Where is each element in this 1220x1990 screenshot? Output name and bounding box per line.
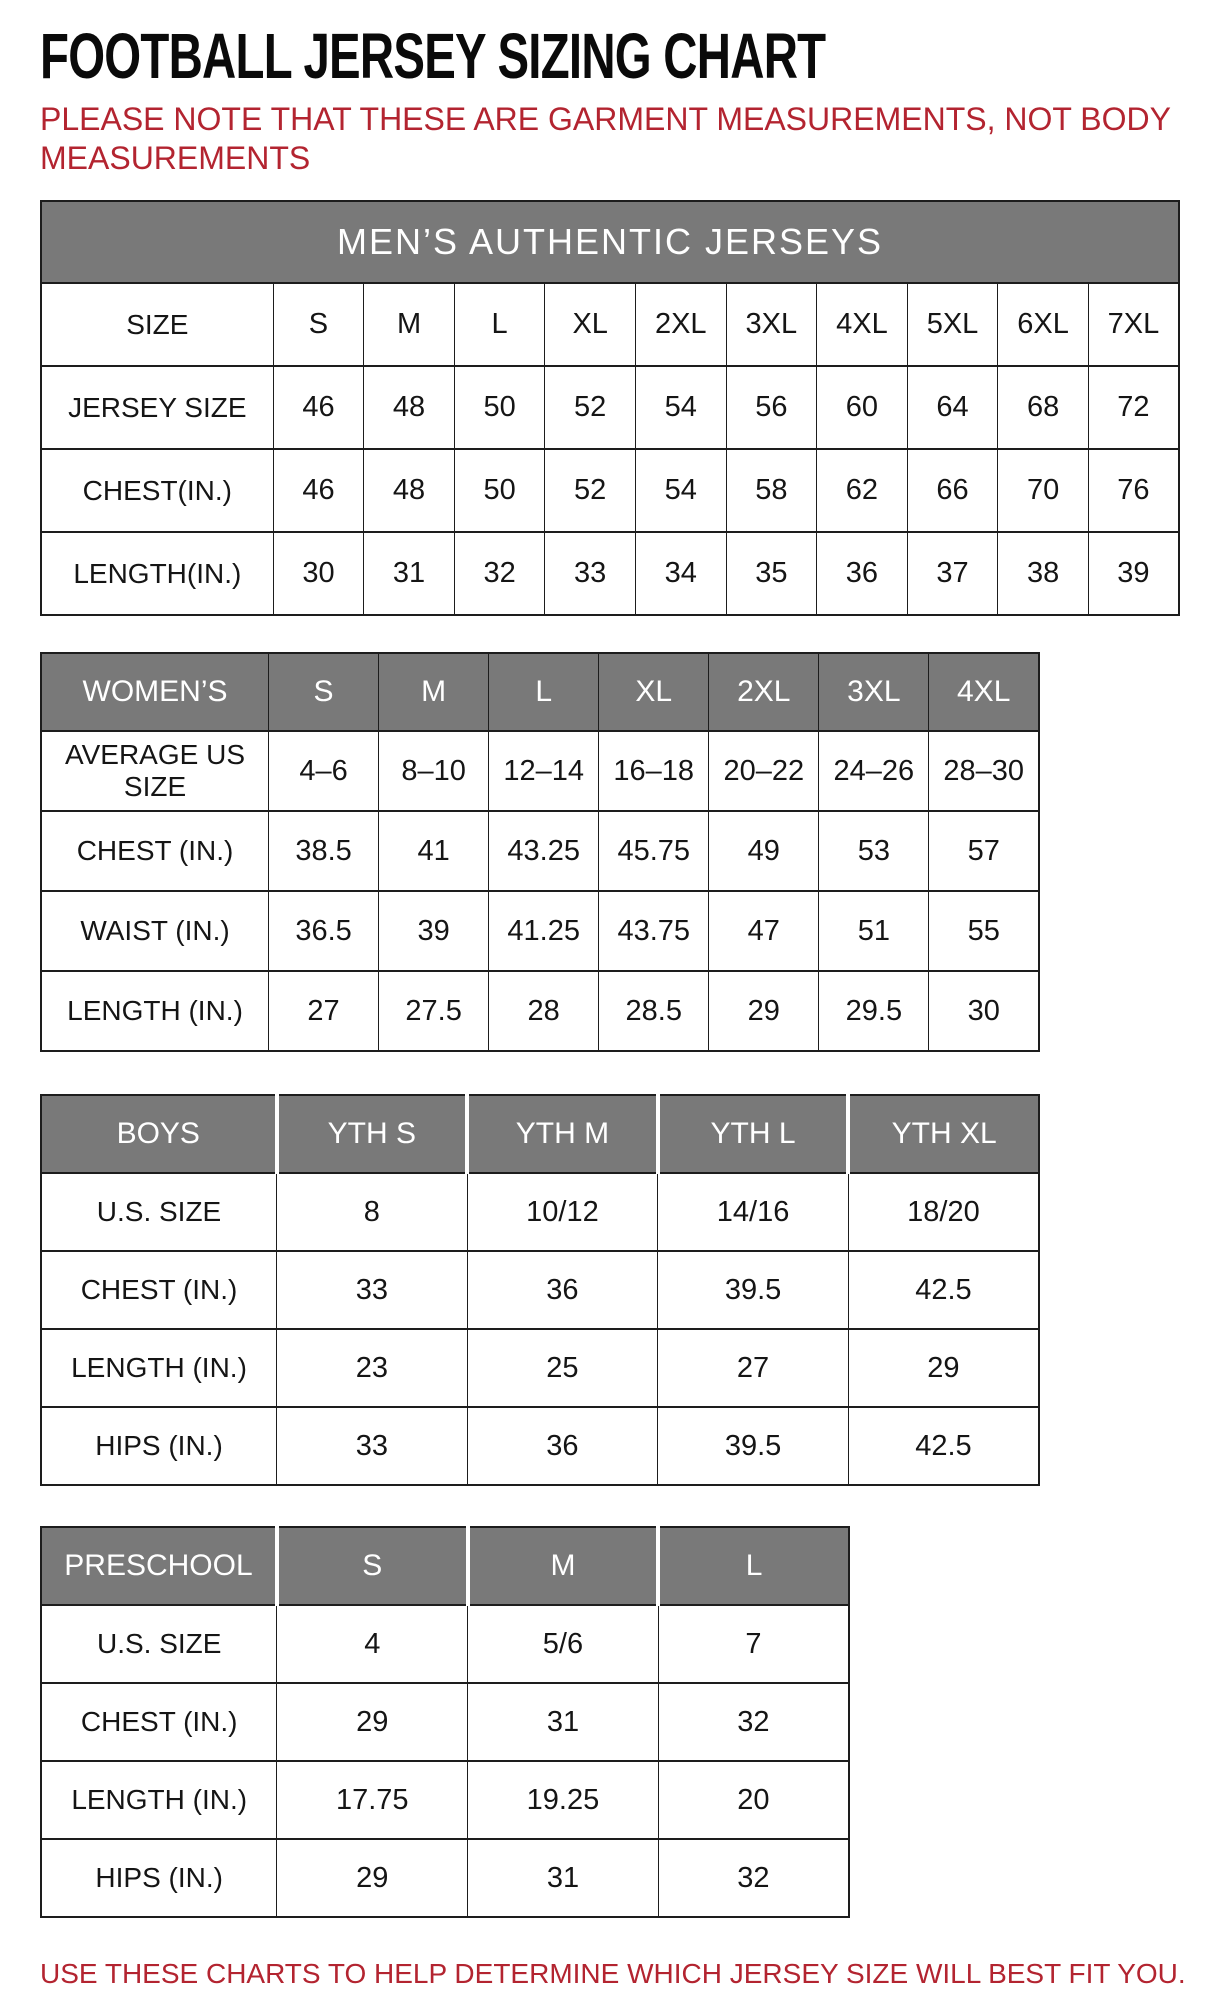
table-cell: 54	[635, 449, 726, 532]
table-cell: 42.5	[848, 1407, 1039, 1485]
row-label: LENGTH (IN.)	[41, 1761, 277, 1839]
table-row	[41, 1407, 1039, 1485]
table-cell: 27	[269, 971, 379, 1051]
column-header: 2XL	[709, 653, 819, 731]
table-title-cell: PRESCHOOL	[41, 1527, 277, 1605]
table-cell: 28	[489, 971, 599, 1051]
row-label: AVERAGE US SIZE	[41, 731, 269, 811]
column-header: S	[277, 1527, 468, 1605]
table-cell: 58	[726, 449, 817, 532]
row-label: JERSEY SIZE	[41, 366, 273, 449]
table-cell: 37	[907, 532, 998, 615]
table-cell: M	[364, 283, 455, 366]
table-cell: 30	[929, 971, 1039, 1051]
table-cell: 31	[364, 532, 455, 615]
note-line: PLEASE NOTE THAT THESE ARE GARMENT MEASUREMENTS, NOT BODY	[40, 101, 1171, 137]
table-cell: 35	[726, 532, 817, 615]
column-header: YTH XL	[848, 1095, 1039, 1173]
row-label: SIZE	[41, 283, 273, 366]
table-row	[41, 1683, 849, 1761]
table-cell: 32	[658, 1839, 849, 1917]
table-cell: 20	[658, 1761, 849, 1839]
table-cell: 24–26	[819, 731, 929, 811]
table-cell: 3XL	[726, 283, 817, 366]
table-cell: 5/6	[468, 1605, 659, 1683]
row-label: HIPS (IN.)	[41, 1839, 277, 1917]
table-row	[41, 532, 1179, 615]
row-label: WAIST (IN.)	[41, 891, 269, 971]
table-cell: 76	[1088, 449, 1179, 532]
table-cell: 7XL	[1088, 283, 1179, 366]
table-row	[41, 891, 1039, 971]
table-cell: 33	[277, 1251, 468, 1329]
column-header: M	[468, 1527, 659, 1605]
column-header: L	[658, 1527, 849, 1605]
table-cell: 52	[545, 449, 636, 532]
table-cell: XL	[545, 283, 636, 366]
row-label: CHEST (IN.)	[41, 1683, 277, 1761]
table-cell: 68	[998, 366, 1089, 449]
table-cell: 48	[364, 449, 455, 532]
row-label: CHEST (IN.)	[41, 1251, 277, 1329]
table-cell: 4–6	[269, 731, 379, 811]
table-cell: 48	[364, 366, 455, 449]
table-cell: 39.5	[658, 1407, 849, 1485]
table-cell: 64	[907, 366, 998, 449]
table-row	[41, 449, 1179, 532]
table-cell: 33	[277, 1407, 468, 1485]
table-cell: 29	[277, 1683, 468, 1761]
table-cell: 46	[273, 449, 364, 532]
table-cell: 4XL	[817, 283, 908, 366]
table-cell: 18/20	[848, 1173, 1039, 1251]
garment-measurements-note	[40, 100, 1182, 178]
table-cell: 36	[817, 532, 908, 615]
table-cell: 31	[468, 1683, 659, 1761]
row-label: LENGTH (IN.)	[41, 1329, 277, 1407]
table-cell: 55	[929, 891, 1039, 971]
table-cell: 46	[273, 366, 364, 449]
table-cell: 50	[454, 366, 545, 449]
table-cell: 25	[467, 1329, 658, 1407]
table-cell: 8–10	[379, 731, 489, 811]
table-row	[41, 283, 1179, 366]
row-label: U.S. SIZE	[41, 1605, 277, 1683]
mens-authentic-jerseys-table	[40, 200, 1180, 616]
womens-jerseys-table	[40, 652, 1040, 1052]
table-cell: L	[454, 283, 545, 366]
table-cell: 27	[658, 1329, 849, 1407]
table-cell: 32	[454, 532, 545, 615]
row-label: LENGTH(IN.)	[41, 532, 273, 615]
column-header: YTH S	[277, 1095, 468, 1173]
table-cell: 20–22	[709, 731, 819, 811]
table-row	[41, 971, 1039, 1051]
table-cell: 12–14	[489, 731, 599, 811]
table-cell: 41.25	[489, 891, 599, 971]
footer-note: USE THESE CHARTS TO HELP DETERMINE WHICH JERSEY SIZE WILL BEST FIT YOU.	[40, 1958, 1186, 1990]
table-cell: 72	[1088, 366, 1179, 449]
table-cell: 27.5	[379, 971, 489, 1051]
table-cell: 62	[817, 449, 908, 532]
table-cell: 36	[467, 1407, 658, 1485]
column-header: L	[489, 653, 599, 731]
table-row	[41, 1329, 1039, 1407]
table-row	[41, 1761, 849, 1839]
table-cell: 8	[277, 1173, 468, 1251]
table-row	[41, 1251, 1039, 1329]
column-header: S	[269, 653, 379, 731]
table-cell: 36	[467, 1251, 658, 1329]
table-cell: 10/12	[467, 1173, 658, 1251]
table-cell: 23	[277, 1329, 468, 1407]
column-header: YTH L	[658, 1095, 849, 1173]
table-cell: 54	[635, 366, 726, 449]
table-cell: 52	[545, 366, 636, 449]
table-header-row	[41, 1527, 849, 1605]
table-header-row	[41, 653, 1039, 731]
column-header: M	[379, 653, 489, 731]
table-cell: 49	[709, 811, 819, 891]
table-cell: 38.5	[269, 811, 379, 891]
row-label: LENGTH (IN.)	[41, 971, 269, 1051]
table-cell: 36.5	[269, 891, 379, 971]
table-cell: 47	[709, 891, 819, 971]
column-header: 3XL	[819, 653, 929, 731]
table-header-row	[41, 1095, 1039, 1173]
table-cell: 56	[726, 366, 817, 449]
table-cell: 7	[658, 1605, 849, 1683]
table-cell: 31	[468, 1839, 659, 1917]
table-cell: 50	[454, 449, 545, 532]
table-cell: 17.75	[277, 1761, 468, 1839]
table-cell: 43.25	[489, 811, 599, 891]
table-cell: 29	[848, 1329, 1039, 1407]
table-row	[41, 811, 1039, 891]
table-cell: 29	[709, 971, 819, 1051]
table-cell: 30	[273, 532, 364, 615]
table-cell: 38	[998, 532, 1089, 615]
table-cell: S	[273, 283, 364, 366]
table-row	[41, 731, 1039, 811]
boys-jerseys-table	[40, 1094, 1040, 1486]
table-title-cell: BOYS	[41, 1095, 277, 1173]
table-cell: 57	[929, 811, 1039, 891]
table-cell: 53	[819, 811, 929, 891]
table-cell: 28.5	[599, 971, 709, 1051]
table-row	[41, 1173, 1039, 1251]
table-row	[41, 1605, 849, 1683]
table-cell: 39	[1088, 532, 1179, 615]
row-label: CHEST (IN.)	[41, 811, 269, 891]
row-label: HIPS (IN.)	[41, 1407, 277, 1485]
table-cell: 6XL	[998, 283, 1089, 366]
sizing-tables-container	[40, 200, 1182, 1918]
note-line: MEASUREMENTS	[40, 140, 311, 177]
page-title: FOOTBALL JERSEY SIZING CHART	[40, 20, 826, 92]
table-cell: 32	[658, 1683, 849, 1761]
column-header: YTH M	[467, 1095, 658, 1173]
table-cell: 33	[545, 532, 636, 615]
preschool-jerseys-table	[40, 1526, 850, 1918]
row-label: CHEST(IN.)	[41, 449, 273, 532]
table-cell: 4	[277, 1605, 468, 1683]
table-cell: 2XL	[635, 283, 726, 366]
table-cell: 66	[907, 449, 998, 532]
table-row	[41, 366, 1179, 449]
table-banner-title: MEN’S AUTHENTIC JERSEYS	[41, 201, 1179, 283]
table-cell: 29	[277, 1839, 468, 1917]
table-cell: 16–18	[599, 731, 709, 811]
table-row	[41, 1839, 849, 1917]
column-header: XL	[599, 653, 709, 731]
table-cell: 70	[998, 449, 1089, 532]
table-cell: 5XL	[907, 283, 998, 366]
table-cell: 45.75	[599, 811, 709, 891]
table-cell: 42.5	[848, 1251, 1039, 1329]
table-cell: 51	[819, 891, 929, 971]
table-cell: 19.25	[468, 1761, 659, 1839]
table-cell: 34	[635, 532, 726, 615]
table-cell: 39.5	[658, 1251, 849, 1329]
table-cell: 39	[379, 891, 489, 971]
table-cell: 29.5	[819, 971, 929, 1051]
table-title-cell: WOMEN’S	[41, 653, 269, 731]
table-cell: 60	[817, 366, 908, 449]
column-header: 4XL	[929, 653, 1039, 731]
table-cell: 41	[379, 811, 489, 891]
row-label: U.S. SIZE	[41, 1173, 277, 1251]
table-cell: 14/16	[658, 1173, 849, 1251]
table-cell: 43.75	[599, 891, 709, 971]
table-cell: 28–30	[929, 731, 1039, 811]
